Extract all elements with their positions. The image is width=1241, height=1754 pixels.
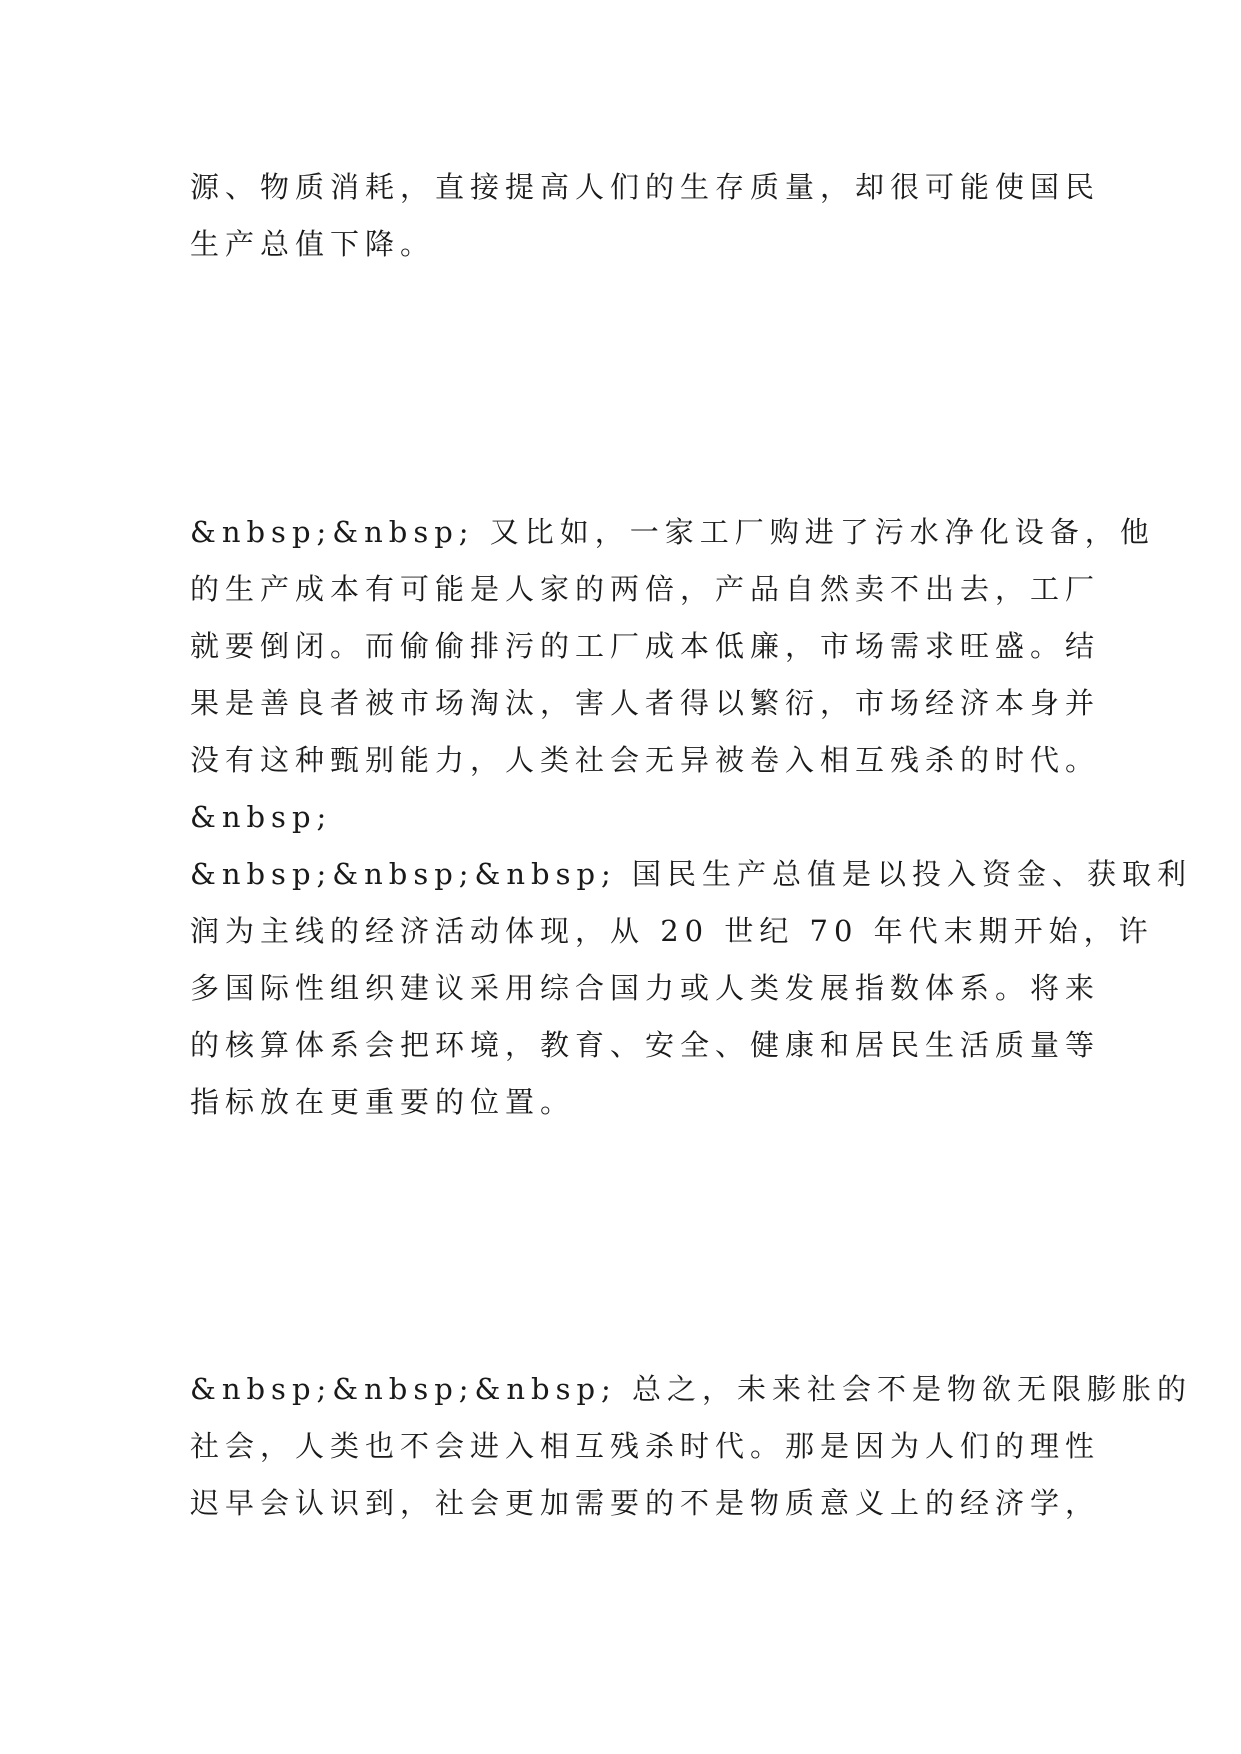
text-line: &nbsp; [190, 800, 333, 834]
text-line: 多国际性组织建议采用综合国力或人类发展指数体系。将来 [190, 971, 1101, 1005]
text-line: &nbsp;&nbsp;&nbsp; 国民生产总值是以投入资金、获取利 [190, 857, 1193, 891]
text-line: 生产总值下降。 [190, 227, 436, 261]
text-line: &nbsp;&nbsp;&nbsp; 总之，未来社会不是物欲无限膨胀的 [190, 1372, 1193, 1406]
text-line: 迟早会认识到，社会更加需要的不是物质意义上的经济学， [190, 1486, 1101, 1520]
text-line: 指标放在更重要的位置。 [190, 1085, 576, 1119]
text-line: 果是善良者被市场淘汰，害人者得以繁衍，市场经济本身并 [190, 686, 1101, 720]
text-line: 润为主线的经济活动体现，从 20 世纪 70 年代末期开始，许 [190, 914, 1154, 948]
text-line: 就要倒闭。而偷偷排污的工厂成本低廉，市场需求旺盛。结 [190, 629, 1101, 663]
text-line: 源、物质消耗，直接提高人们的生存质量，却很可能使国民 [190, 170, 1101, 204]
text-line: 没有这种甄别能力，人类社会无异被卷入相互残杀的时代。 [190, 743, 1101, 777]
text-line: 的核算体系会把环境，教育、安全、健康和居民生活质量等 [190, 1028, 1101, 1062]
text-line: 的生产成本有可能是人家的两倍，产品自然卖不出去，工厂 [190, 572, 1101, 606]
text-line: 社会，人类也不会进入相互残杀时代。那是因为人们的理性 [190, 1429, 1101, 1463]
text-line: &nbsp;&nbsp; 又比如，一家工厂购进了污水净化设备，他 [190, 515, 1155, 549]
